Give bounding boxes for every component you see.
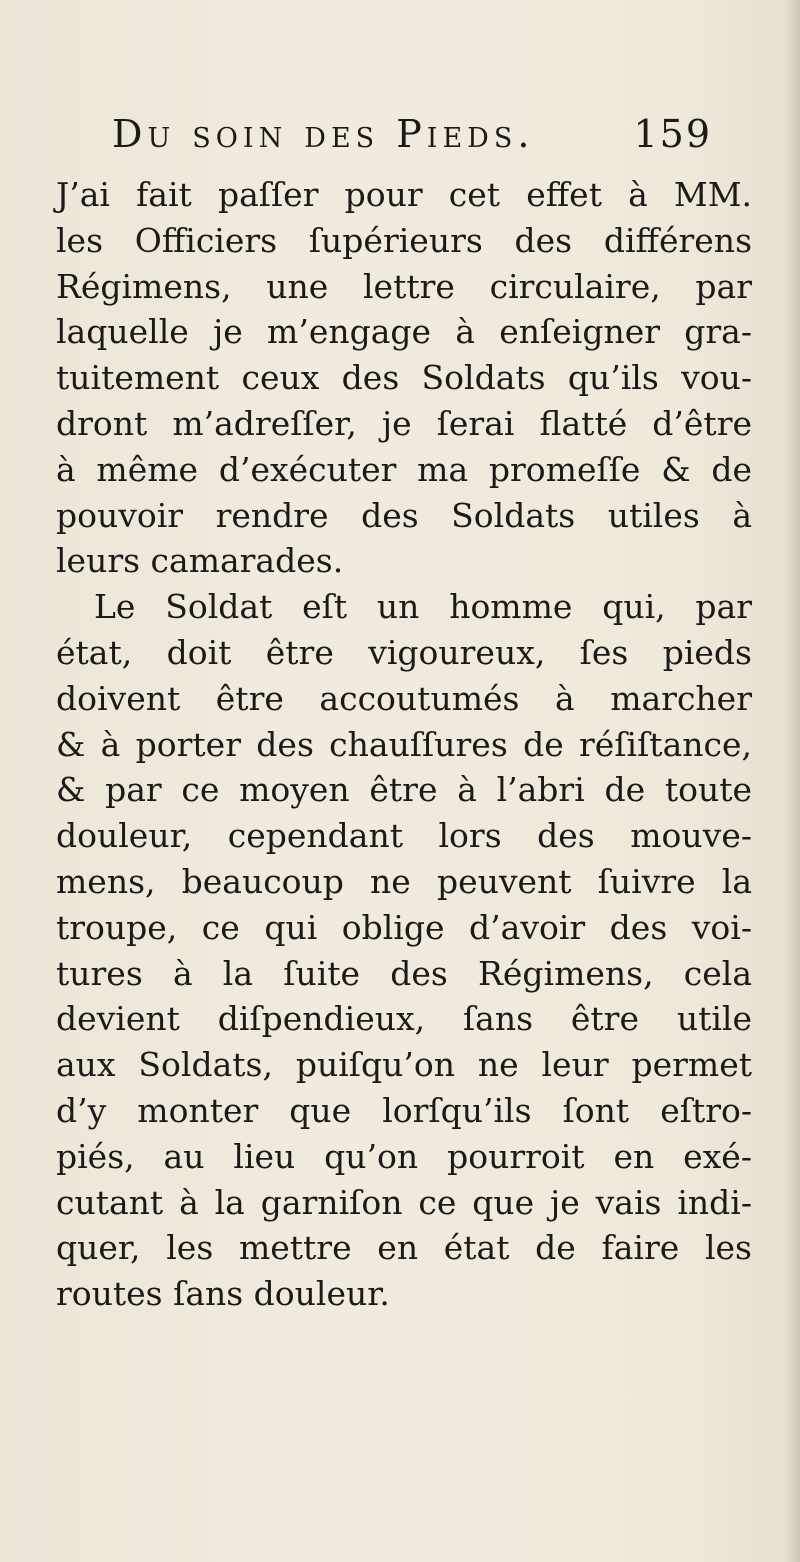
text-line: les Officiers ſupérieurs des différens — [56, 220, 752, 260]
page-number: 159 — [633, 112, 712, 156]
text-line: douleur, cependant lors des mouve- — [56, 816, 752, 856]
text-line: laquelle je m’engage à enſeigner gra- — [56, 312, 752, 352]
text-line: J’ai fait paſſer pour cet effet à MM. — [56, 175, 752, 214]
paragraph-2 — [56, 584, 752, 1317]
text-line: piés, au lieu qu’on pourroit en exé- — [56, 1136, 752, 1176]
text-line: cutant à la garniſon ce que je vais indi- — [56, 1182, 752, 1222]
text-line: quer, les mettre en état de faire les — [56, 1228, 752, 1268]
text-line: routes ſans douleur. — [56, 1274, 390, 1314]
text-line: tures à la ſuite des Régimens, cela — [56, 953, 752, 993]
text-line: pouvoir rendre des Soldats utiles à — [56, 495, 752, 535]
body-text — [56, 172, 752, 1317]
text-line: doivent être accoutumés à marcher — [56, 678, 752, 718]
text-line: d’y monter que lorſqu’ils ſont eſtro- — [56, 1090, 752, 1130]
text-line: état, doit être vigoureux, ſes pieds — [56, 632, 752, 672]
running-head — [112, 108, 712, 160]
text-line: & par ce moyen être à l’abri de toute — [56, 770, 752, 810]
text-line: à même d’exécuter ma promeſſe & de — [56, 449, 752, 489]
page-edge-shadow — [786, 0, 800, 1562]
text-line: leurs camarades. — [56, 541, 344, 581]
text-line: devient diſpendieux, ſans être utile — [56, 999, 752, 1039]
text-line: dront m’adreſſer, je ſerai flatté d’être — [56, 403, 752, 443]
text-line: troupe, ce qui oblige d’avoir des voi- — [56, 907, 752, 947]
text-line: Régimens, une lettre circulaire, par — [56, 266, 752, 306]
text-line: tuitement ceux des Soldats qu’ils vou- — [56, 358, 752, 398]
text-line: mens, beaucoup ne peuvent ſuivre la — [56, 861, 752, 901]
text-line: Le Soldat eſt un homme qui, par — [94, 587, 752, 627]
text-line: & à porter des chauſſures de réſiſtance, — [56, 724, 752, 764]
paragraph-1 — [56, 172, 752, 584]
text-line: aux Soldats, puiſqu’on ne leur permet — [56, 1045, 752, 1085]
running-head-title: Du soin des Pieds. — [112, 112, 535, 156]
